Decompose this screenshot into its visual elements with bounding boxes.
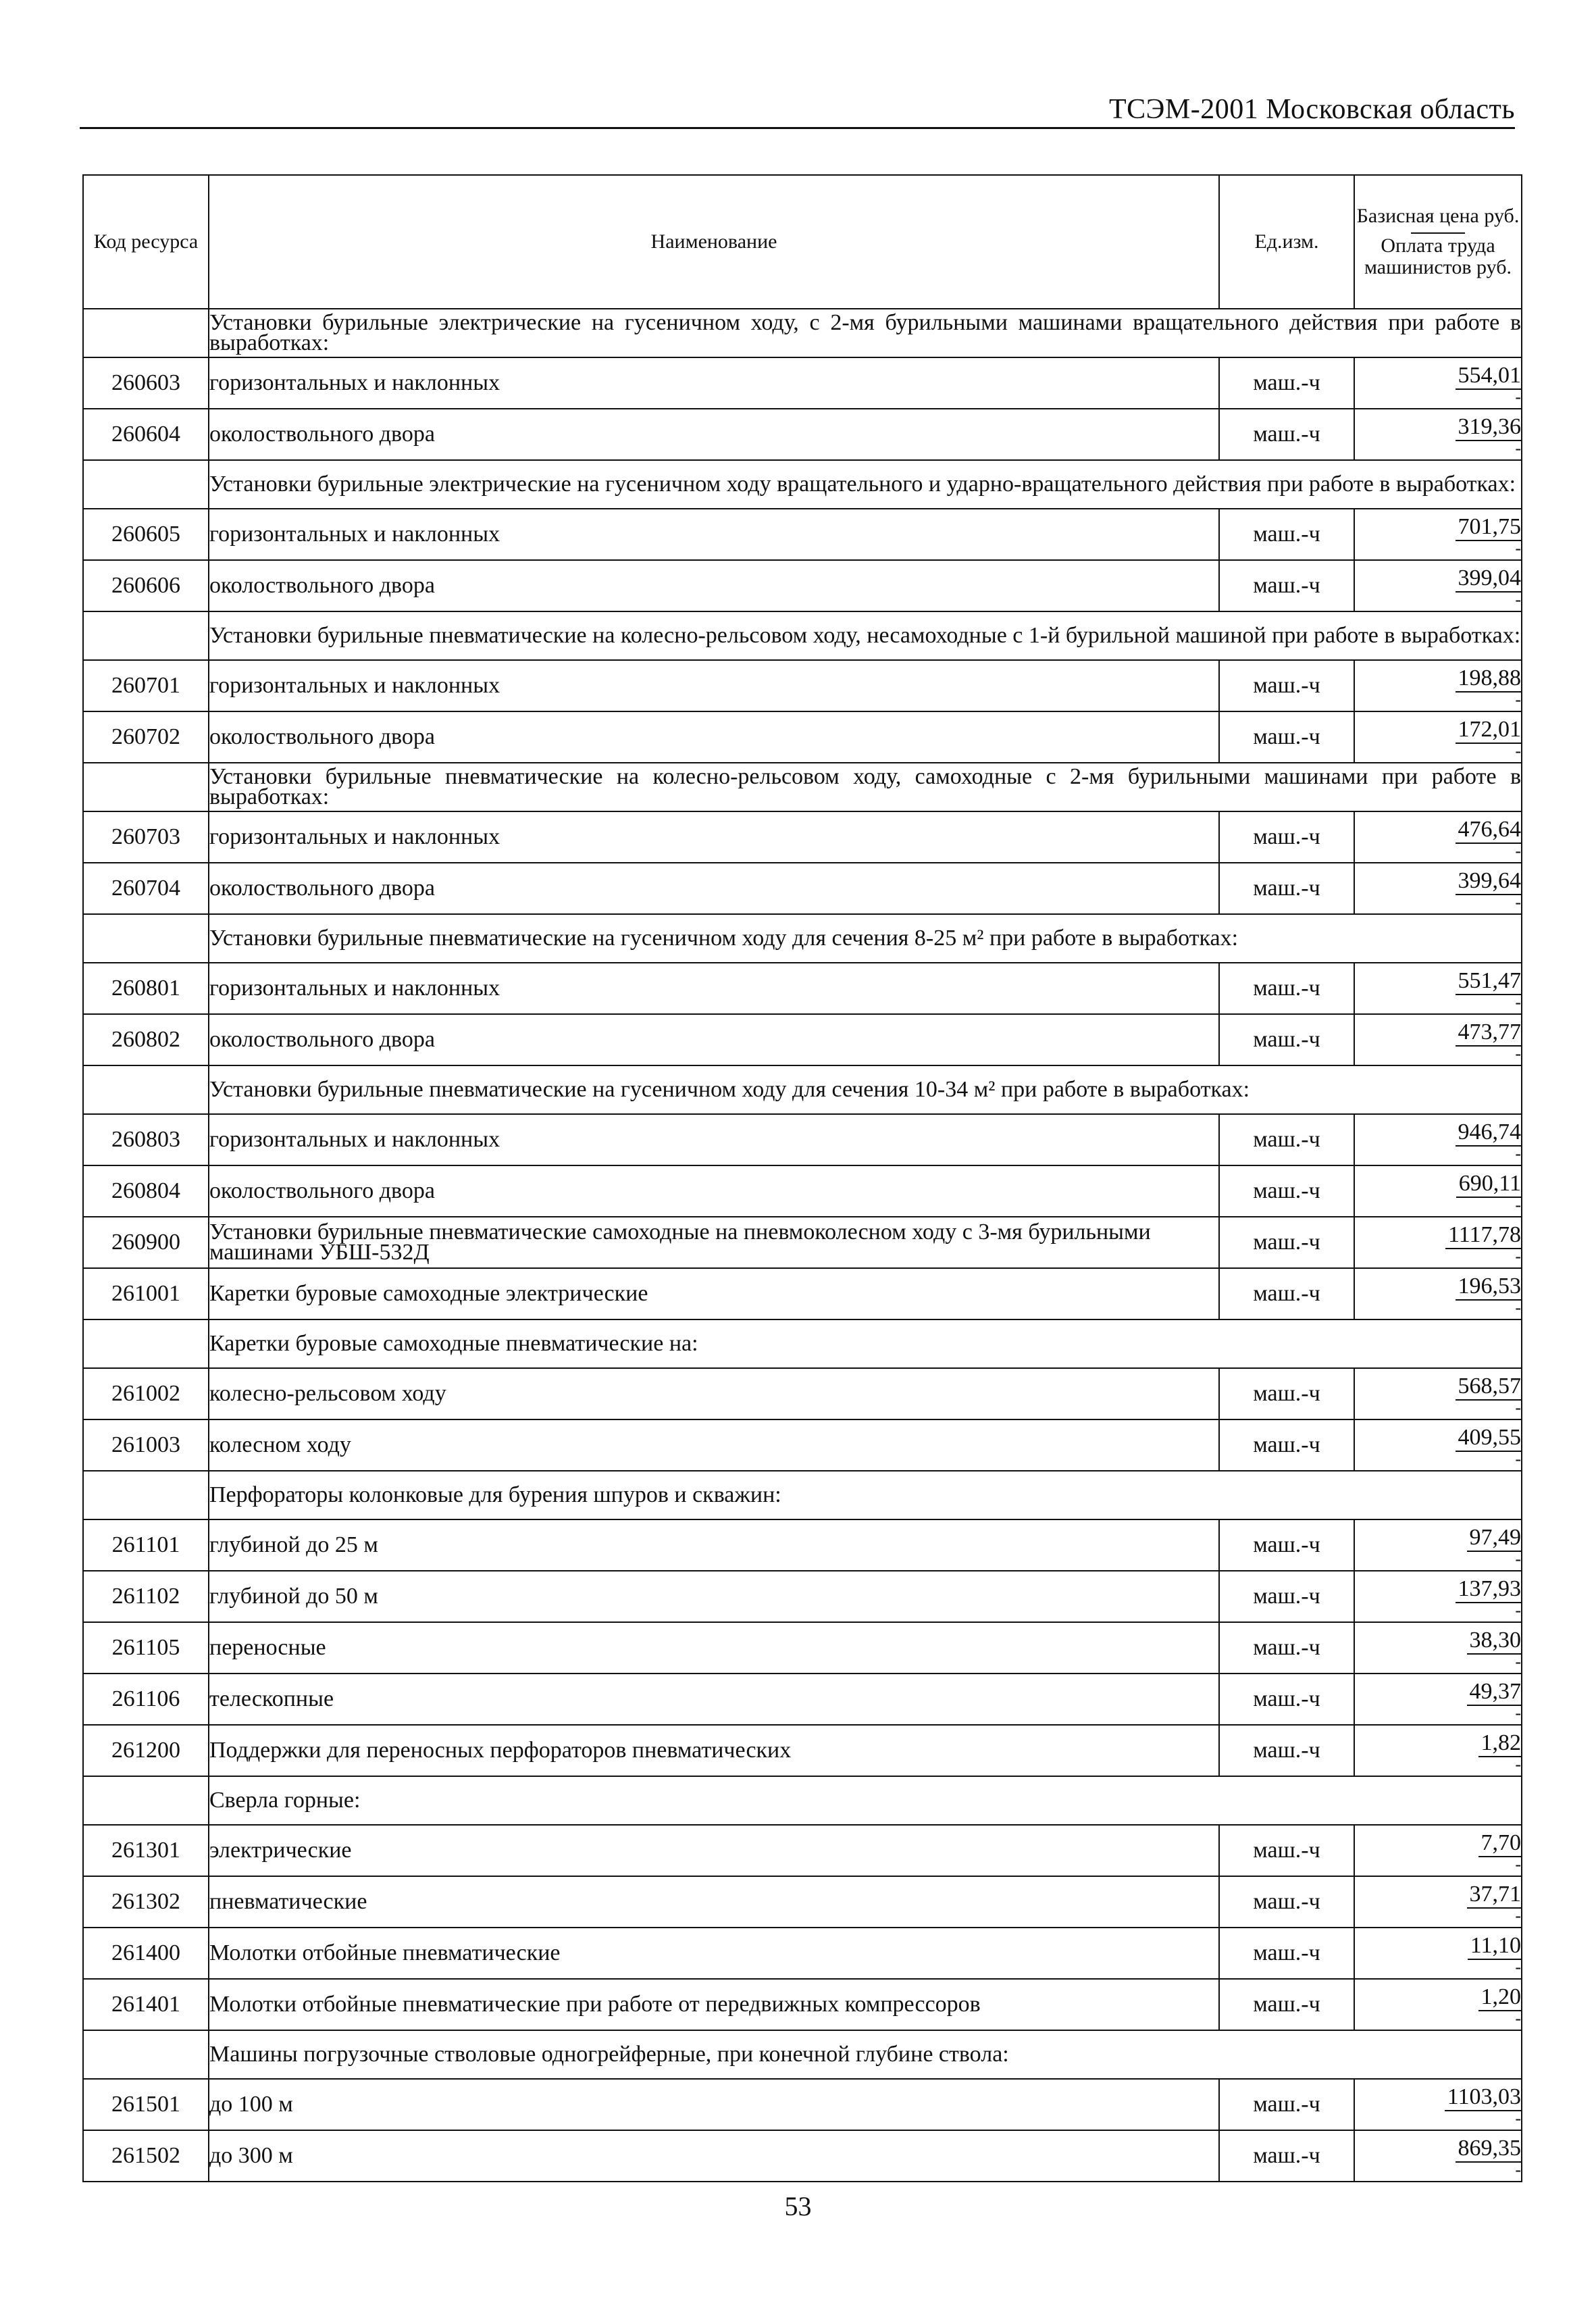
table-row <box>83 811 1522 863</box>
base-price: 399,04 <box>1456 567 1522 593</box>
base-price: 690,11 <box>1456 1172 1521 1198</box>
resource-price-cell <box>1354 1114 1522 1165</box>
column-header-code: Код ресурса <box>83 175 209 309</box>
table-row <box>83 1217 1522 1268</box>
resource-price-cell <box>1354 660 1522 711</box>
operator-labor-cost: - <box>1515 1755 1521 1774</box>
resource-name: околоствольного двора <box>209 1014 1219 1065</box>
operator-labor-cost: - <box>1515 1652 1521 1671</box>
base-price: 473,77 <box>1456 1021 1522 1047</box>
resource-code: 261101 <box>83 1519 209 1571</box>
resource-unit: маш.-ч <box>1219 811 1354 863</box>
resource-price-cell <box>1354 1519 1522 1571</box>
resource-name: горизонтальных и наклонных <box>209 1114 1219 1165</box>
resource-price-cell <box>1354 1622 1522 1674</box>
resource-code: 261105 <box>83 1622 209 1674</box>
resource-price-cell <box>1354 1368 1522 1419</box>
base-price: 1,20 <box>1478 1986 1522 2011</box>
group-code-cell <box>83 611 209 660</box>
base-price: 198,88 <box>1456 667 1522 693</box>
resource-unit: маш.-ч <box>1219 1979 1354 2030</box>
table-row <box>83 1979 1522 2030</box>
resource-price-cell <box>1354 1979 1522 2030</box>
resource-name: околоствольного двора <box>209 711 1219 763</box>
base-price: 476,64 <box>1456 818 1522 844</box>
resource-code: 260802 <box>83 1014 209 1065</box>
table-row <box>83 863 1522 914</box>
base-price: 869,35 <box>1456 2137 1522 2163</box>
header-rule <box>80 127 1515 129</box>
resource-code: 260604 <box>83 409 209 460</box>
resource-name: телескопные <box>209 1674 1219 1725</box>
resource-code: 261401 <box>83 1979 209 2030</box>
table-group-row <box>83 1776 1522 1825</box>
resource-name: переносные <box>209 1622 1219 1674</box>
resource-unit: маш.-ч <box>1219 660 1354 711</box>
column-header-price <box>1354 175 1522 309</box>
operator-labor-cost: - <box>1515 387 1521 407</box>
resource-name: глубиной до 25 м <box>209 1519 1219 1571</box>
resource-price-cell <box>1354 1165 1522 1217</box>
operator-labor-cost: - <box>1515 1195 1521 1215</box>
table-row <box>83 509 1522 560</box>
resource-price-cell <box>1354 1571 1522 1622</box>
resource-price-cell <box>1354 1268 1522 1319</box>
resource-name: околоствольного двора <box>209 409 1219 460</box>
column-header-unit: Ед.изм. <box>1219 175 1354 309</box>
resource-unit: маш.-ч <box>1219 1571 1354 1622</box>
operator-labor-cost: - <box>1515 1144 1521 1163</box>
resource-unit: маш.-ч <box>1219 1217 1354 1268</box>
resource-code: 260603 <box>83 357 209 409</box>
table-row <box>83 2130 1522 2182</box>
table-row <box>83 1571 1522 1622</box>
table-group-row <box>83 611 1522 660</box>
base-price: 7,70 <box>1478 1832 1522 1857</box>
resource-name: Каретки буровые самоходные электрические <box>209 1268 1219 1319</box>
group-code-cell <box>83 1319 209 1368</box>
resource-code: 261302 <box>83 1876 209 1928</box>
resource-code: 260606 <box>83 560 209 611</box>
table-row <box>83 560 1522 611</box>
resource-price-cell <box>1354 357 1522 409</box>
resource-code: 261400 <box>83 1928 209 1979</box>
operator-labor-cost: - <box>1515 1044 1521 1063</box>
resource-code: 260704 <box>83 863 209 914</box>
resource-code: 260801 <box>83 963 209 1014</box>
resource-code: 261106 <box>83 1674 209 1725</box>
resource-code: 261102 <box>83 1571 209 1622</box>
resource-price-cell <box>1354 1419 1522 1471</box>
group-code-cell <box>83 460 209 509</box>
resource-unit: маш.-ч <box>1219 1014 1354 1065</box>
resource-price-cell <box>1354 1876 1522 1928</box>
table-row <box>83 660 1522 711</box>
table-row <box>83 1674 1522 1725</box>
group-code-cell <box>83 914 209 963</box>
column-header-name: Наименование <box>209 175 1219 309</box>
resource-price-cell <box>1354 1928 1522 1979</box>
resource-unit: маш.-ч <box>1219 1928 1354 1979</box>
resource-name: электрические <box>209 1825 1219 1876</box>
table-row <box>83 409 1522 460</box>
resource-unit: маш.-ч <box>1219 2130 1354 2182</box>
resource-name: глубиной до 50 м <box>209 1571 1219 1622</box>
resource-unit: маш.-ч <box>1219 509 1354 560</box>
page-header-title: ТСЭМ-2001 Московская область <box>1108 94 1515 125</box>
operator-labor-cost: - <box>1515 2109 1521 2128</box>
resource-price-cell <box>1354 560 1522 611</box>
table-group-row <box>83 2030 1522 2079</box>
group-code-cell <box>83 1776 209 1825</box>
resource-code: 261502 <box>83 2130 209 2182</box>
group-code-cell <box>83 2030 209 2079</box>
resource-code: 260605 <box>83 509 209 560</box>
base-price: 1117,78 <box>1445 1224 1521 1249</box>
operator-labor-cost: - <box>1515 1601 1521 1620</box>
group-code-cell <box>83 763 209 811</box>
resource-code: 261003 <box>83 1419 209 1471</box>
table-group-row <box>83 1319 1522 1368</box>
resource-name: горизонтальных и наклонных <box>209 509 1219 560</box>
group-label: Установки бурильные пневматические на колесно-рельсовом ходу, несамоходные с 1-й бурильной машиной при работе в выработках: <box>209 611 1522 660</box>
resource-price-cell <box>1354 1725 1522 1776</box>
resource-code: 260702 <box>83 711 209 763</box>
table-group-row <box>83 763 1522 811</box>
operator-labor-cost: - <box>1515 590 1521 609</box>
operator-labor-cost: - <box>1515 690 1521 709</box>
base-price: 399,64 <box>1456 870 1522 895</box>
group-label: Установки бурильные пневматические на гусеничном ходу для сечения 10-34 м² при работе в выработках: <box>209 1065 1522 1114</box>
base-price: 551,47 <box>1456 970 1522 995</box>
base-price: 37,71 <box>1467 1883 1522 1909</box>
base-price: 49,37 <box>1467 1680 1522 1706</box>
operator-labor-cost: - <box>1515 1247 1521 1266</box>
resource-price-cell <box>1354 2079 1522 2130</box>
group-label: Установки бурильные пневматические на колесно-рельсовом ходу, самоходные с 2-мя бурильными машинами при работе в выработках: <box>209 763 1522 811</box>
group-label: Машины погрузочные стволовые одногрейферные, при конечной глубине ствола: <box>209 2030 1522 2079</box>
operator-labor-cost: - <box>1515 2009 1521 2028</box>
group-label: Установки бурильные электрические на гусеничном ходу вращательного и ударно-вращательного действия при работе в выработках: <box>209 460 1522 509</box>
operator-labor-cost: - <box>1515 1906 1521 1926</box>
resource-code: 261200 <box>83 1725 209 1776</box>
table-row <box>83 1268 1522 1319</box>
table-row <box>83 1622 1522 1674</box>
table-row <box>83 1368 1522 1419</box>
table-row <box>83 1725 1522 1776</box>
resource-unit: маш.-ч <box>1219 560 1354 611</box>
resource-price-cell <box>1354 1674 1522 1725</box>
resource-unit: маш.-ч <box>1219 409 1354 460</box>
operator-labor-cost: - <box>1515 841 1521 861</box>
resource-price-cell <box>1354 509 1522 560</box>
table-row <box>83 1014 1522 1065</box>
table-group-row <box>83 1065 1522 1114</box>
base-price: 172,01 <box>1456 718 1522 744</box>
group-code-cell <box>83 1065 209 1114</box>
resource-name: горизонтальных и наклонных <box>209 660 1219 711</box>
resource-price-cell <box>1354 863 1522 914</box>
resource-price-cell <box>1354 711 1522 763</box>
base-price: 1103,03 <box>1445 2086 1521 2111</box>
base-price: 97,49 <box>1467 1526 1522 1552</box>
base-price: 11,10 <box>1468 1934 1521 1960</box>
table-row <box>83 963 1522 1014</box>
base-price: 554,01 <box>1456 364 1522 390</box>
resource-price-cell <box>1354 409 1522 460</box>
resource-price-cell <box>1354 811 1522 863</box>
base-price: 137,93 <box>1456 1578 1522 1603</box>
resource-code: 260703 <box>83 811 209 863</box>
resource-name: колесно-рельсовом ходу <box>209 1368 1219 1419</box>
table-row <box>83 2079 1522 2130</box>
group-code-cell <box>83 309 209 357</box>
operator-labor-cost: - <box>1515 992 1521 1012</box>
resource-name: до 300 м <box>209 2130 1219 2182</box>
resource-code: 260900 <box>83 1217 209 1268</box>
resource-unit: маш.-ч <box>1219 1674 1354 1725</box>
base-price: 701,75 <box>1456 515 1522 541</box>
table-row <box>83 357 1522 409</box>
operator-labor-cost: - <box>1515 1957 1521 1977</box>
resource-name: Установки бурильные пневматические самоходные на пневмоколесном ходу с 3-мя бурильными машинами УБШ-532Д <box>209 1217 1219 1268</box>
resource-name: горизонтальных и наклонных <box>209 963 1219 1014</box>
table-row <box>83 1876 1522 1928</box>
table-header-row <box>83 175 1522 309</box>
base-price: 196,53 <box>1456 1275 1522 1301</box>
group-label: Каретки буровые самоходные пневматические на: <box>209 1319 1522 1368</box>
table-row <box>83 1114 1522 1165</box>
resource-code: 261001 <box>83 1268 209 1319</box>
table-group-row <box>83 914 1522 963</box>
page-number: 53 <box>784 2191 812 2221</box>
resource-name: Молотки отбойные пневматические <box>209 1928 1219 1979</box>
resource-unit: маш.-ч <box>1219 1622 1354 1674</box>
resource-name: пневматические <box>209 1876 1219 1928</box>
resource-unit: маш.-ч <box>1219 1876 1354 1928</box>
operator-labor-cost: - <box>1515 1703 1521 1723</box>
resource-name: Молотки отбойные пневматические при работе от передвижных компрессоров <box>209 1979 1219 2030</box>
resource-code: 260804 <box>83 1165 209 1217</box>
operator-labor-cost: - <box>1515 1855 1521 1874</box>
base-price: 38,30 <box>1467 1629 1522 1655</box>
resource-name: Поддержки для переносных перфораторов пневматических <box>209 1725 1219 1776</box>
resource-name: до 100 м <box>209 2079 1219 2130</box>
resource-unit: маш.-ч <box>1219 711 1354 763</box>
resource-name: околоствольного двора <box>209 1165 1219 1217</box>
table-group-row <box>83 309 1522 357</box>
operator-labor-cost: - <box>1515 741 1521 761</box>
table-row <box>83 1419 1522 1471</box>
resource-unit: маш.-ч <box>1219 1114 1354 1165</box>
resource-name: горизонтальных и наклонных <box>209 811 1219 863</box>
operator-labor-cost: - <box>1515 2160 1521 2180</box>
operator-labor-cost: - <box>1515 538 1521 558</box>
resource-code: 260701 <box>83 660 209 711</box>
group-label: Установки бурильные электрические на гусеничном ходу, с 2-мя бурильными машинами вращательного действия при работе в выработках: <box>209 309 1522 357</box>
operator-labor-cost: - <box>1515 892 1521 912</box>
resource-unit: маш.-ч <box>1219 963 1354 1014</box>
column-header-price-labor: Оплата труда машинистов руб. <box>1364 234 1512 278</box>
resource-unit: маш.-ч <box>1219 1419 1354 1471</box>
table-body <box>83 309 1522 2182</box>
base-price: 409,55 <box>1456 1426 1522 1452</box>
operator-labor-cost: - <box>1515 1398 1521 1417</box>
operator-labor-cost: - <box>1515 1449 1521 1469</box>
resource-name: колесном ходу <box>209 1419 1219 1471</box>
resource-unit: маш.-ч <box>1219 1268 1354 1319</box>
resource-name: околоствольного двора <box>209 863 1219 914</box>
resource-unit: маш.-ч <box>1219 2079 1354 2130</box>
table-row <box>83 1519 1522 1571</box>
resource-unit: маш.-ч <box>1219 863 1354 914</box>
resource-code: 261301 <box>83 1825 209 1876</box>
resource-price-cell <box>1354 1825 1522 1876</box>
resource-unit: маш.-ч <box>1219 1725 1354 1776</box>
resource-unit: маш.-ч <box>1219 1165 1354 1217</box>
base-price: 946,74 <box>1456 1121 1522 1147</box>
base-price: 1,82 <box>1478 1732 1522 1757</box>
table-row <box>83 1165 1522 1217</box>
base-price: 568,57 <box>1456 1375 1522 1401</box>
price-table <box>82 174 1522 2182</box>
column-header-price-base: Базисная цена руб. <box>1356 205 1520 227</box>
table-row <box>83 1928 1522 1979</box>
resource-name: околоствольного двора <box>209 560 1219 611</box>
operator-labor-cost: - <box>1515 1298 1521 1317</box>
resource-code: 261501 <box>83 2079 209 2130</box>
resource-price-cell <box>1354 1217 1522 1268</box>
group-code-cell <box>83 1471 209 1519</box>
operator-labor-cost: - <box>1515 438 1521 458</box>
resource-unit: маш.-ч <box>1219 1825 1354 1876</box>
resource-unit: маш.-ч <box>1219 1368 1354 1419</box>
resource-name: горизонтальных и наклонных <box>209 357 1219 409</box>
table-group-row <box>83 1471 1522 1519</box>
resource-code: 260803 <box>83 1114 209 1165</box>
resource-code: 261002 <box>83 1368 209 1419</box>
table-group-row <box>83 460 1522 509</box>
resource-unit: маш.-ч <box>1219 1519 1354 1571</box>
group-label: Установки бурильные пневматические на гусеничном ходу для сечения 8-25 м² при работе в выработках: <box>209 914 1522 963</box>
resource-unit: маш.-ч <box>1219 357 1354 409</box>
table-row <box>83 1825 1522 1876</box>
base-price: 319,36 <box>1456 416 1522 441</box>
group-label: Перфораторы колонковые для бурения шпуров и скважин: <box>209 1471 1522 1519</box>
table-row <box>83 711 1522 763</box>
resource-price-cell <box>1354 2130 1522 2182</box>
resource-price-cell <box>1354 1014 1522 1065</box>
resource-price-cell <box>1354 963 1522 1014</box>
group-label: Сверла горные: <box>209 1776 1522 1825</box>
operator-labor-cost: - <box>1515 1549 1521 1569</box>
